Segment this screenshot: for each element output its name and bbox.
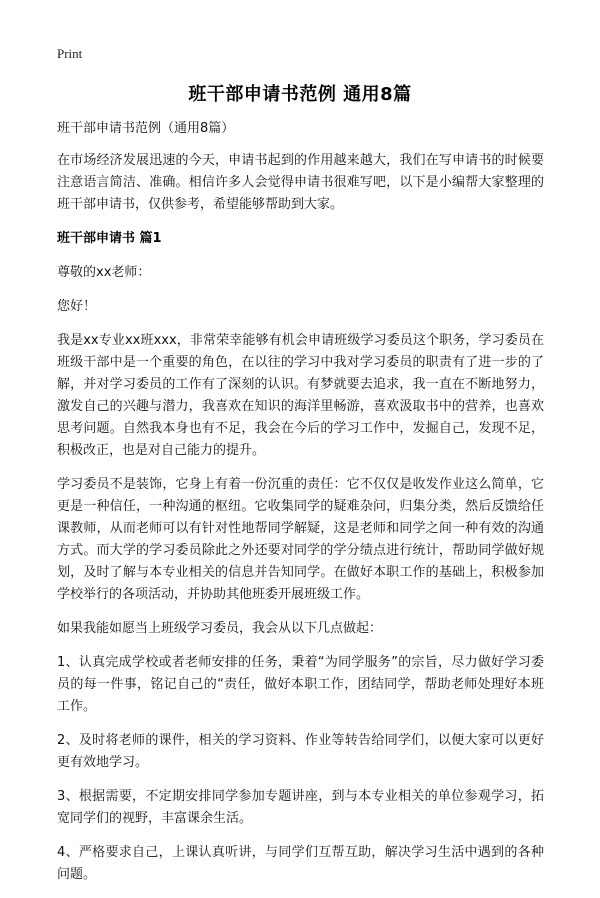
document-subtitle: 班干部申请书范例（通用8篇） (57, 121, 235, 136)
list-item: 3、根据需要，不定期安排同学参加专题讲座，到与本专业相关的单位参观学习，拓宽同学们的视野，丰富课余生活。 (57, 789, 544, 826)
list-item: 4、严格要求自己，上课认真听讲，与同学们互帮互助，解决学习生活中遇到的各种问题。 (57, 845, 544, 882)
section-heading: 班干部申请书 篇1 (57, 231, 162, 246)
document-title: 班干部申请书范例 通用8篇 (188, 84, 412, 105)
greeting: 您好！ (57, 299, 97, 314)
intro-paragraph: 在市场经济发展迅速的今天，申请书起到的作用越来越大，我们在写申请书的时候要注意语言简洁、准确。相信许多人会觉得申请书很难写吧，以下是小编帮大家整理的班干部申请书，仅供参考，希望能够帮助到大家。 (57, 153, 544, 212)
body-paragraph: 我是xx专业xx班xxx，非常荣幸能够有机会申请班级学习委员这个职务，学习委员在班级干部中是一个重要的角色，在以往的学习中我对学习委员的职责有了进一步的了解，并对学习委员的工作有了深刻的认识。有梦就要去追求，我一直在不断地努力，激发自己的兴趣与潜力，我喜欢在知识的海洋里畅游，喜欢汲取书中的营养，也喜欢思考问题。自然我本身也有不足，我会在今后的学习工作中，发掘自己，发现不足，积极改正，也是对自己能力的提升。 (57, 333, 544, 458)
print-label: Print (57, 46, 83, 61)
salutation: 尊敬的xx老师： (57, 265, 151, 280)
document-body (57, 118, 544, 898)
body-paragraph: 如果我能如愿当上班级学习委员，我会从以下几点做起： (57, 621, 383, 636)
list-item: 1、认真完成学校或者老师安排的任务，秉着“为同学服务”的宗旨，尽力做好学习委员的每一件事，铭记自己的“责任，做好本职工作，团结同学，帮助老师处理好本班工作。 (57, 655, 544, 714)
body-paragraph: 学习委员不是装饰，它身上有着一份沉重的责任：它不仅仅是收发作业这么简单，它更是一种信任，一种沟通的枢纽。它收集同学的疑难杂问，归集分类，然后反馈给任课教师，从而老师可以有针对性地帮同学解疑，这是老师和同学之间一种有效的沟通方式。而大学的学习委员除此之外还要对同学的学分绩点进行统计，帮助同学做好规划，及时了解与本专业相关的信息并告知同学。在做好本职工作的基础上，积极参加学校举行的各项活动，并协助其他班委开展班级工作。 (57, 477, 544, 602)
list-item: 2、及时将老师的课件，相关的学习资料、作业等转告给同学们，以便大家可以更好更有效地学习。 (57, 733, 544, 770)
